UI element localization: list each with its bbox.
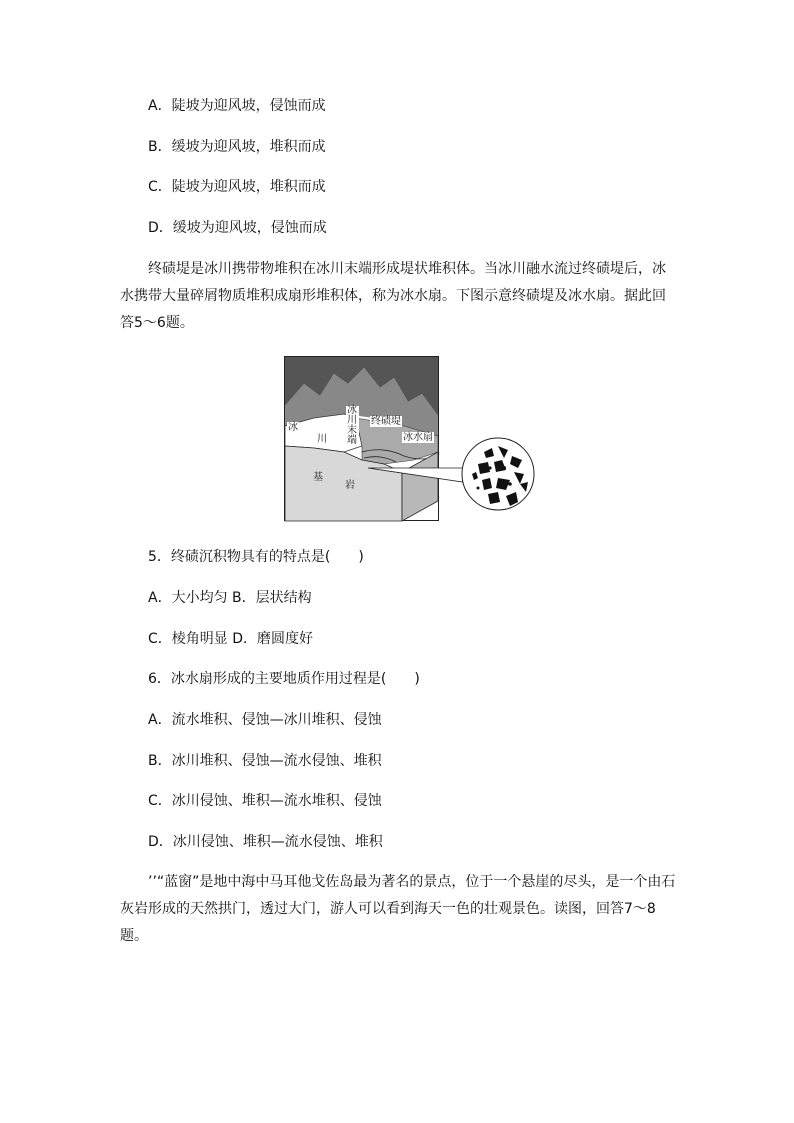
q6-option-d: D．冰川侵蚀、堆积—流水侵蚀、堆积 xyxy=(148,834,383,850)
intro-paragraph-5-6: 终碛堤是冰川携带物堆积在冰川末端形成堤状堆积体。当冰川融水流过终碛堤后，冰水携带大量碎屑物质堆积成扇形堆积体，称为冰水扇。下图示意终碛堤及冰水扇。据此回答5～6题。 xyxy=(120,261,666,331)
q5-stem: 5．终碛沉积物具有的特点是( ) xyxy=(148,549,364,565)
label-chuan: 川 xyxy=(317,434,327,445)
q4-option-d: D．缓坡为迎风坡，侵蚀而成 xyxy=(148,220,327,236)
q6-option-a: A．流水堆积、侵蚀—冰川堆积、侵蚀 xyxy=(148,712,382,728)
intro-paragraph-7-8: ’’“蓝窗”是地中海中马耳他戈佐岛最为著名的景点，位于一个悬崖的尽头，是一个由石灰岩形成的天然拱门，透过大门，游人可以看到海天一色的壮观景色。读图，回答7～8题。 xyxy=(120,874,676,944)
label-ji: 基 xyxy=(313,472,323,483)
q4-option-a: A．陡坡为迎风坡，侵蚀而成 xyxy=(148,98,326,114)
label-yan: 岩 xyxy=(345,480,355,491)
q4-option-c: C．陡坡为迎风坡，堆积而成 xyxy=(148,179,326,195)
q4-option-b: B．缓坡为迎风坡，堆积而成 xyxy=(148,139,326,155)
q6-option-b: B．冰川堆积、侵蚀—流水侵蚀、堆积 xyxy=(148,753,382,769)
label-bing: 冰 xyxy=(288,422,298,433)
q5-options-ab: A．大小均匀 B．层状结构 xyxy=(148,590,312,606)
q5-options-cd: C．棱角明显 D．磨圆度好 xyxy=(148,631,314,647)
label-moraine: 终碛堤 xyxy=(371,416,401,427)
label-glacier-end: 冰川末端 xyxy=(347,405,357,446)
label-fan: 冰水扇 xyxy=(403,432,433,443)
q6-stem: 6．冰水扇形成的主要地质作用过程是( ) xyxy=(148,671,420,687)
moraine-diagram xyxy=(284,356,540,522)
q6-option-c: C．冰川侵蚀、堆积—流水堆积、侵蚀 xyxy=(148,793,382,809)
